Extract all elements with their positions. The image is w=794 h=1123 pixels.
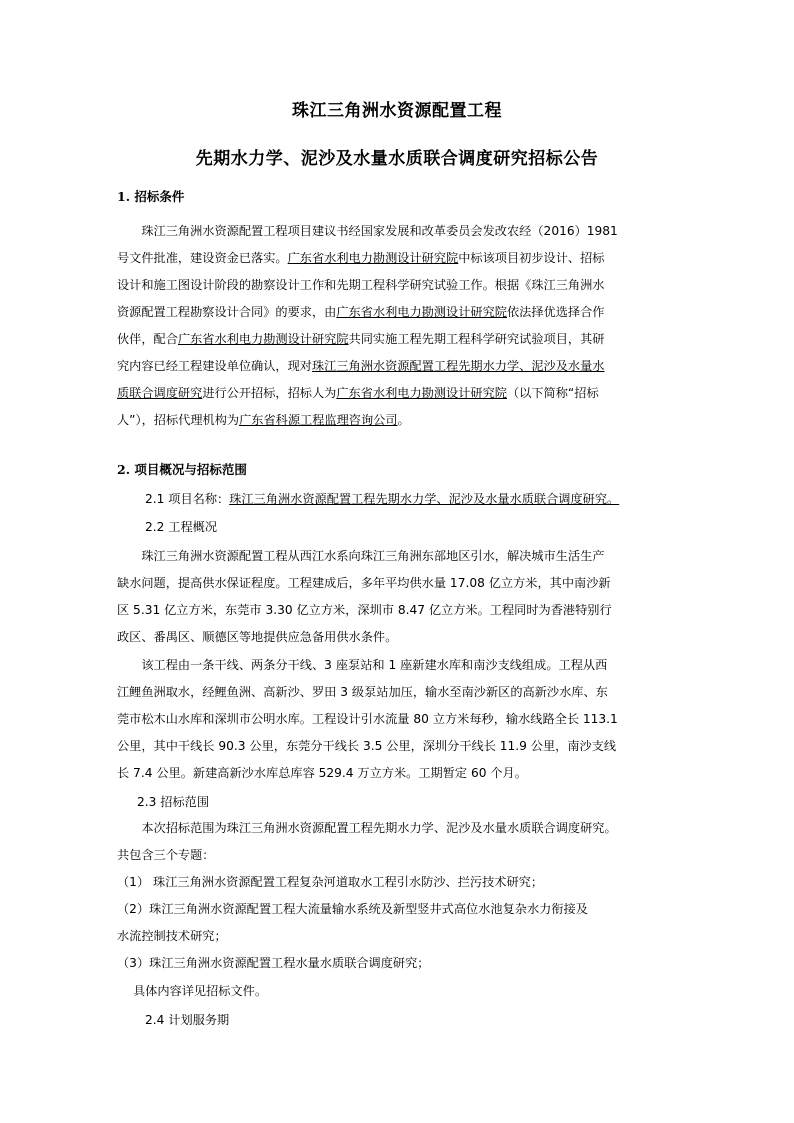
scope-paragraph: 本次招标范围为珠江三角洲水资源配置工程先期水力学、泥沙及水量水质联合调度研究。 共包含三个专题：: [117, 821, 617, 862]
section-1-paragraph: [117, 218, 692, 434]
document-title: 珠江三角洲水资源配置工程: [292, 101, 502, 121]
document-subtitle: 先期水力学、泥沙及水量水质联合调度研究招标公告: [195, 149, 599, 169]
detail-note: 具体内容详见招标文件。: [133, 984, 268, 998]
list-item: （3）珠江三角洲水资源配置工程水量水质联合调度研究；: [117, 956, 430, 970]
paragraph-line: 资源配置工程勘察设计合同》的要求，由广东省水利电力勘测设计研究院依法择优选择合作: [117, 305, 605, 319]
list-item: （2）珠江三角洲水资源配置工程大流量输水系统及新型竖井式高位水池复杂水力衔接及: [117, 902, 588, 916]
paragraph-line: 设计和施工图设计阶段的勘察设计工作和先期工程科学研究试验工作。根据《珠江三角洲水: [117, 278, 605, 292]
paragraph-line: 珠江三角洲水资源配置工程项目建议书经国家发展和改革委员会发改农经（2016）1981: [117, 224, 618, 238]
paragraph-line: 质联合调度研究进行公开招标，招标人为广东省水利电力勘测设计研究院（以下简称“招标: [117, 386, 599, 400]
overview-paragraph: 珠江三角洲水资源配置工程从西江水系向珠江三角洲东部地区引水，解决城市生活生产 缺水问题，提高供水保证程度。工程建成后，多年平均供水量 17.08 亿立方米，其中南沙新 区 5.31 亿立方米，东莞市 3.30 亿立方米，深圳市 8.47 亿立方米。工程同时为香港特别行 政区、番禺区、顺德区等地提供应急备用供水条件。: [117, 549, 612, 644]
project-name-value: 珠江三角洲水资源配置工程先期水力学、泥沙及水量水质联合调度研究。: [229, 492, 620, 506]
item-2-1: 2.1 项目名称：珠江三角洲水资源配置工程先期水力学、泥沙及水量水质联合调度研究。: [145, 492, 620, 506]
paragraph-line: 伙伴，配合广东省水利电力勘测设计研究院共同实施工程先期工程科学研究试验项目，其研: [117, 332, 605, 346]
list-item: 水流控制技术研究；: [117, 929, 227, 943]
item-2-2: 2.2 工程概况: [145, 520, 218, 534]
paragraph-line: 人”），招标代理机构为广东省科源工程监理咨询公司。: [117, 413, 410, 427]
designer-name-link: 广东省水利电力勘测设计研究院: [336, 305, 507, 319]
topics-list: [117, 869, 692, 977]
paragraph-line: 究内容已经工程建设单位确认，现对珠江三角洲水资源配置工程先期水力学、泥沙及水量水: [117, 359, 605, 373]
designer-name-link: 广东省水利电力勘测设计研究院: [177, 332, 349, 346]
section-2-heading: 2. 项目概况与招标范围: [117, 462, 247, 477]
composition-paragraph: 该工程由一条干线、两条分干线、3 座泵站和 1 座新建水库和南沙支线组成。工程从西 江鲤鱼洲取水，经鲤鱼洲、高新沙、罗田 3 级泵站加压，输水至南沙新区的高新沙水库、东 莞市松木山水库和深圳市公明水库。工程设计引水流量 80 立方米每秒，输水线路全长 113.1 公里，其中干线长 90.3 公里，东莞分干线长 3.5 公里，深圳分干线长 11.9 公里，南沙支线 长 7.4 公里。新建高新沙水库总库容 529.4 万立方米。工期暂定 60 个月。: [117, 658, 618, 780]
item-2-4: 2.4 计划服务期: [145, 1013, 230, 1027]
project-name-link: 珠江三角洲水资源配置工程先期水力学、泥沙及水量水: [312, 359, 605, 373]
paragraph-line: 号文件批准，建设资金已落实。广东省水利电力勘测设计研究院中标该项目初步设计、招标: [117, 251, 605, 265]
item-2-3: 2.3 招标范围: [137, 795, 210, 809]
section-1-heading: 1. 招标条件: [117, 189, 185, 204]
agency-name-link: 广东省科源工程监理咨询公司: [239, 413, 398, 427]
tenderer-name-link: 广东省水利电力勘测设计研究院: [336, 386, 507, 400]
project-name-link: 质联合调度研究: [117, 386, 203, 400]
list-item: （1） 珠江三角洲水资源配置工程复杂河道取水工程引水防沙、拦污技术研究；: [117, 875, 544, 889]
designer-name-link: 广东省水利电力勘测设计研究院: [287, 251, 459, 265]
